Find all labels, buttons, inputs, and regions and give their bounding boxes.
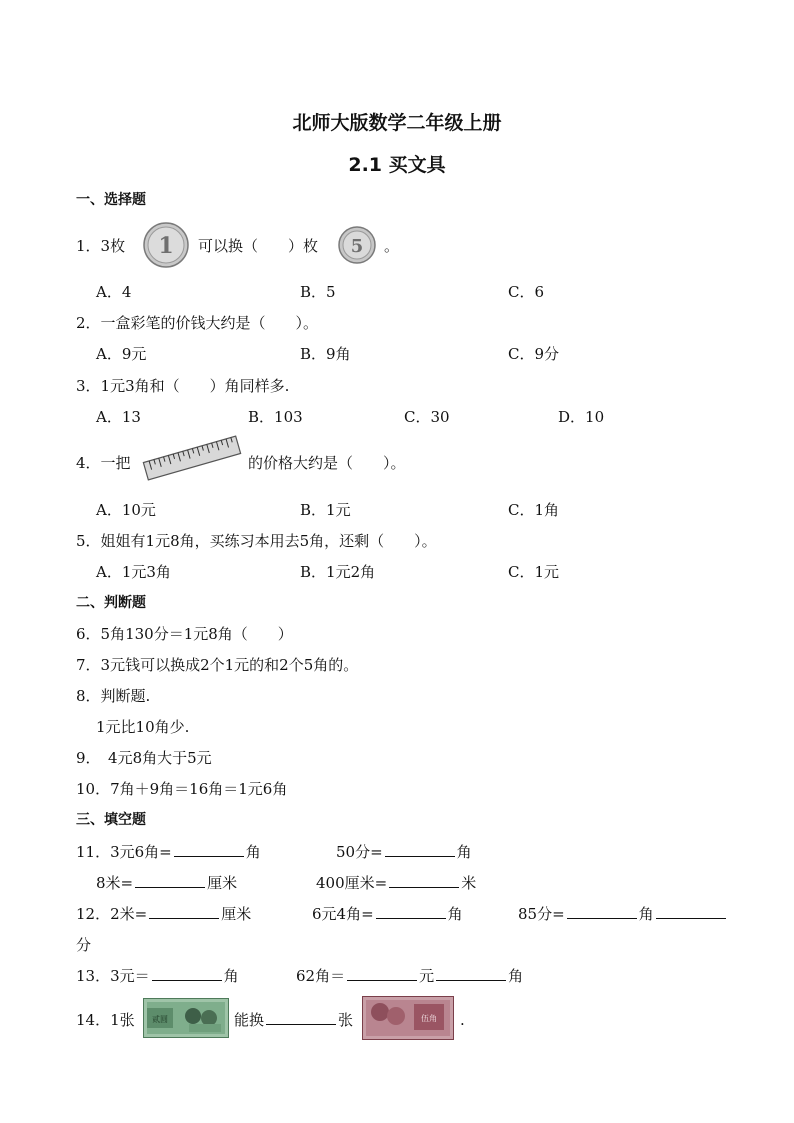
question-14-text bbox=[234, 1010, 353, 1030]
coin-value: 1 bbox=[158, 233, 174, 259]
question-1 bbox=[76, 236, 125, 256]
coin-value: 5 bbox=[350, 236, 364, 257]
fill-prefix: 85分= bbox=[518, 905, 565, 923]
option-b[interactable]: B．103 bbox=[248, 408, 303, 426]
question-number: 14． bbox=[76, 1011, 111, 1029]
question-text: 。 bbox=[384, 237, 400, 255]
option-a[interactable]: A．13 bbox=[96, 408, 141, 426]
question-number: 1． bbox=[76, 237, 101, 255]
question-12-part-b bbox=[312, 904, 463, 924]
answer-blank[interactable] bbox=[152, 966, 222, 981]
option-c[interactable]: C．6 bbox=[508, 283, 545, 301]
question-13-part-a bbox=[76, 966, 239, 986]
answer-blank[interactable] bbox=[389, 873, 459, 888]
option-a[interactable]: A．4 bbox=[96, 283, 132, 301]
question-4-text: 的价格大约是（ ）。 bbox=[248, 454, 406, 472]
option-b[interactable]: B．5 bbox=[300, 283, 336, 301]
fill-prefix: 2米= bbox=[110, 905, 148, 923]
question-12-part-c bbox=[518, 904, 728, 924]
page-title: 北师大版数学二年级上册 bbox=[292, 112, 502, 134]
question-number: 13． bbox=[76, 967, 111, 985]
answer-blank[interactable] bbox=[135, 873, 205, 888]
fill-suffix: 张 bbox=[338, 1011, 354, 1029]
fill-prefix: 62角＝ bbox=[296, 967, 346, 985]
fill-suffix: 角 bbox=[638, 905, 654, 923]
fill-prefix: 3元＝ bbox=[110, 967, 150, 985]
question-9: 9． 4元8角大于5元 bbox=[76, 749, 212, 767]
answer-blank[interactable] bbox=[385, 842, 455, 857]
note-denomination: 伍角 bbox=[421, 1014, 437, 1023]
fill-suffix: 角 bbox=[245, 843, 261, 861]
option-a[interactable]: A．10元 bbox=[96, 501, 156, 519]
question-text: 可以换（ ）枚 bbox=[198, 237, 319, 255]
section-heading-choice: 一、选择题 bbox=[76, 192, 146, 208]
question-6: 6．5角130分＝1元8角（ ） bbox=[76, 625, 293, 643]
question-12-part-a bbox=[76, 904, 251, 924]
fill-suffix: 元 bbox=[419, 967, 435, 985]
section-heading-judge: 二、判断题 bbox=[76, 595, 146, 611]
question-13-part-b bbox=[296, 966, 523, 986]
answer-blank[interactable] bbox=[347, 966, 417, 981]
fill-prefix: 8米= bbox=[96, 874, 134, 892]
answer-blank[interactable] bbox=[567, 904, 637, 919]
fill-prefix: 能换 bbox=[234, 1011, 265, 1029]
fill-suffix: 角 bbox=[456, 843, 472, 861]
answer-blank[interactable] bbox=[376, 904, 446, 919]
answer-blank[interactable] bbox=[656, 904, 726, 919]
option-b[interactable]: B．9角 bbox=[300, 345, 351, 363]
fill-suffix: 厘米 bbox=[207, 874, 238, 892]
option-a[interactable]: A．9元 bbox=[96, 345, 147, 363]
question-number: 11． bbox=[76, 843, 111, 861]
section-heading-fill: 三、填空题 bbox=[76, 812, 146, 828]
question-8: 8．判断题. bbox=[76, 687, 151, 705]
question-11-part-c bbox=[96, 873, 237, 893]
five-jiao-coin-icon bbox=[338, 226, 376, 264]
option-c[interactable]: C．30 bbox=[404, 408, 450, 426]
question-5: 5．姐姐有1元8角，买练习本用去5角，还剩（ ）。 bbox=[76, 532, 437, 550]
five-jiao-banknote-icon bbox=[362, 996, 454, 1040]
question-14-end: . bbox=[460, 1011, 465, 1029]
fill-prefix: 3元6角= bbox=[110, 843, 172, 861]
question-number: 12． bbox=[76, 905, 111, 923]
page-subtitle: 2.1 买文具 bbox=[348, 154, 446, 176]
fill-suffix: 厘米 bbox=[221, 905, 252, 923]
fill-prefix: 50分= bbox=[336, 843, 383, 861]
fill-suffix: 米 bbox=[461, 874, 477, 892]
ruler-icon bbox=[140, 432, 244, 484]
fill-prefix: 400厘米= bbox=[316, 874, 388, 892]
option-d[interactable]: D．10 bbox=[558, 408, 605, 426]
fill-prefix: 6元4角= bbox=[312, 905, 374, 923]
question-12-wrap: 分 bbox=[76, 936, 92, 954]
question-10: 10．7角＋9角＝16角＝1元6角 bbox=[76, 780, 288, 798]
answer-blank[interactable] bbox=[174, 842, 244, 857]
question-11-part-d bbox=[316, 873, 476, 893]
option-c[interactable]: C．1角 bbox=[508, 501, 560, 519]
question-8-statement: 1元比10角少. bbox=[96, 718, 190, 736]
question-2: 2．一盒彩笔的价钱大约是（ ）。 bbox=[76, 314, 319, 332]
option-b[interactable]: B．1元 bbox=[300, 501, 351, 519]
answer-blank[interactable] bbox=[266, 1010, 336, 1025]
two-yuan-banknote-icon bbox=[143, 998, 229, 1038]
option-b[interactable]: B．1元2角 bbox=[300, 563, 376, 581]
option-c[interactable]: C．1元 bbox=[508, 563, 560, 581]
fill-suffix: 角 bbox=[508, 967, 524, 985]
note-denomination: 贰圆 bbox=[152, 1015, 168, 1024]
option-c[interactable]: C．9分 bbox=[508, 345, 560, 363]
fill-suffix: 角 bbox=[447, 905, 463, 923]
option-a[interactable]: A．1元3角 bbox=[96, 563, 171, 581]
question-text: 1张 bbox=[110, 1011, 135, 1029]
question-11-part-b bbox=[336, 842, 472, 862]
question-11-part-a bbox=[76, 842, 261, 862]
question-14-lead bbox=[76, 1010, 135, 1030]
answer-blank[interactable] bbox=[436, 966, 506, 981]
question-text: 3枚 bbox=[100, 237, 126, 255]
answer-blank[interactable] bbox=[149, 904, 219, 919]
question-7: 7．3元钱可以换成2个1元的和2个5角的。 bbox=[76, 656, 359, 674]
question-4-lead: 4．一把 bbox=[76, 454, 131, 472]
fill-suffix: 角 bbox=[223, 967, 239, 985]
one-yuan-coin-icon bbox=[143, 222, 189, 268]
question-3: 3．1元3角和（ ）角同样多. bbox=[76, 377, 290, 395]
